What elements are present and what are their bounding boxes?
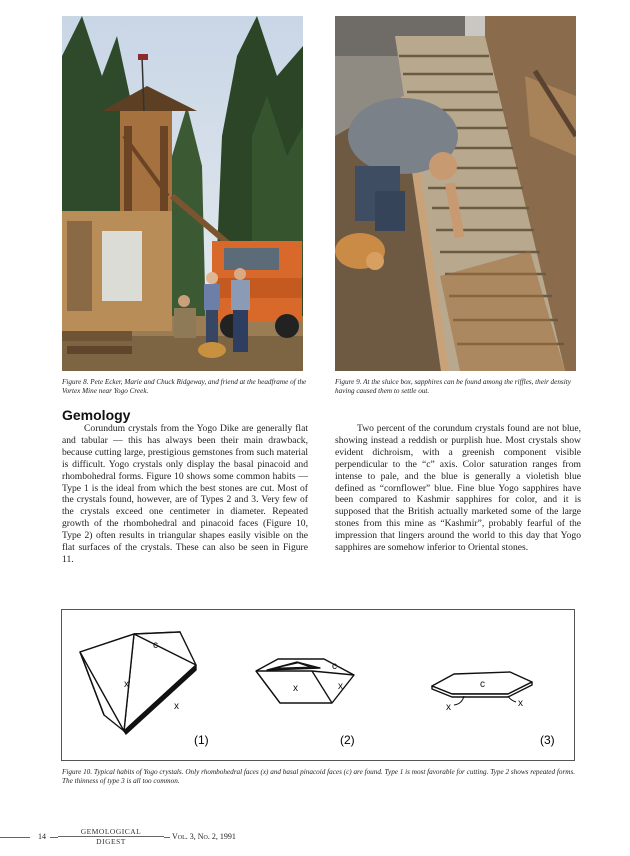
footer-volume: Vol. 3, No. 2, 1991 <box>172 832 236 841</box>
panel-label-2: (2) <box>340 733 355 747</box>
crystal-3-face-x-left: x <box>446 702 451 713</box>
figure-8-caption-label: Figure 8. <box>62 378 89 386</box>
figure-10-caption-label: Figure 10. <box>62 768 93 776</box>
figure-8-photo <box>62 16 303 371</box>
crystal-1-face-x-left: x <box>124 679 129 690</box>
masthead-top: GEMOLOGICAL <box>80 827 142 836</box>
figure-10-caption <box>62 768 578 786</box>
crystal-type-1 <box>80 632 196 734</box>
page-number: 14 <box>38 832 46 841</box>
footer-rule-left <box>0 837 30 838</box>
panel-label-3: (3) <box>540 733 555 747</box>
footer-rule-mid <box>50 837 58 838</box>
crystal-2-face-c: c <box>332 661 337 672</box>
footer-rule-right <box>164 837 170 838</box>
crystal-2-face-x-left: x <box>293 683 298 694</box>
figure-9-caption-text: At the sluice box, sapphires can be found among the riffles, their density having caused them to settle out. <box>335 378 571 395</box>
crystal-3-face-c: c <box>480 679 485 690</box>
body-paragraph-right: Two percent of the corundum crystals found are not blue, showing instead a reddish or purplish hue. Most crystals show evident dichroism, with a greenish component visible perpendicular to the “c” axis. Color saturation ranges from intense to pale, and the blue is generally a violetish blue defined as “cornflower” blue. Fine blue Yogo sapphires have been compared to Kashmir sapphires for color, and it is supposed that the British actually marketed some of the large stones from this mine as “Kashmir”, probably fearful of the impression that lingers around the world to this day that Yogo sapphires are somehow inferior to Oriental stones. <box>335 423 581 554</box>
figure-8-caption <box>62 378 307 396</box>
figure-9-caption <box>335 378 580 396</box>
crystal-3-face-x-right: x <box>518 698 523 709</box>
figure-10-diagram <box>61 609 575 761</box>
crystal-1-face-c: c <box>153 640 158 651</box>
figure-8-caption-text: Pete Ecker, Marie and Chuck Ridgeway, and friend at the headframe of the Vortex Mine near Yogo Creek. <box>62 378 307 395</box>
footer-masthead <box>58 828 164 846</box>
body-column-right <box>335 423 581 554</box>
panel-label-1: (1) <box>194 733 209 747</box>
section-heading: Gemology <box>62 407 131 423</box>
crystal-1-face-x-right: x <box>174 701 179 712</box>
crystal-habits-diagram <box>62 610 574 760</box>
masthead-bottom: DIGEST <box>58 836 164 846</box>
figure-9-photo <box>335 16 576 371</box>
body-paragraph-left: Corundum crystals from the Yogo Dike are generally flat and tabular — this has always been their main drawback, because cutting large, prestigious gemstones from such material is difficult. Yogo crystals only display the basal pinacoid and rhombohedral forms. Figure 10 shows some common habits — Type 1 is the ideal from which the best stones are cut. Most of the crystals found, however, are of Types 2 and 3. Very few of the crystals exceed one centimeter in diameter. Repeated growth of the rhombohedral and pinacoid faces (Figure 10, Type 2) often results in triangular shapes easily visible on the flat surfaces of the crystals. These can also be seen in Figure 11. <box>62 423 308 565</box>
body-column-left <box>62 423 308 566</box>
crystal-2-face-x-right: x <box>338 681 343 692</box>
figure-9-caption-label: Figure 9. <box>335 378 362 386</box>
figure-10-caption-text: Typical habits of Yogo crystals. Only rhombohedral faces (x) and basal pinacoid faces (c) are found. Type 1 is most favorable for cutting. Type 2 shows repeated forms. The thinness of type 3 is all too common. <box>62 768 576 785</box>
